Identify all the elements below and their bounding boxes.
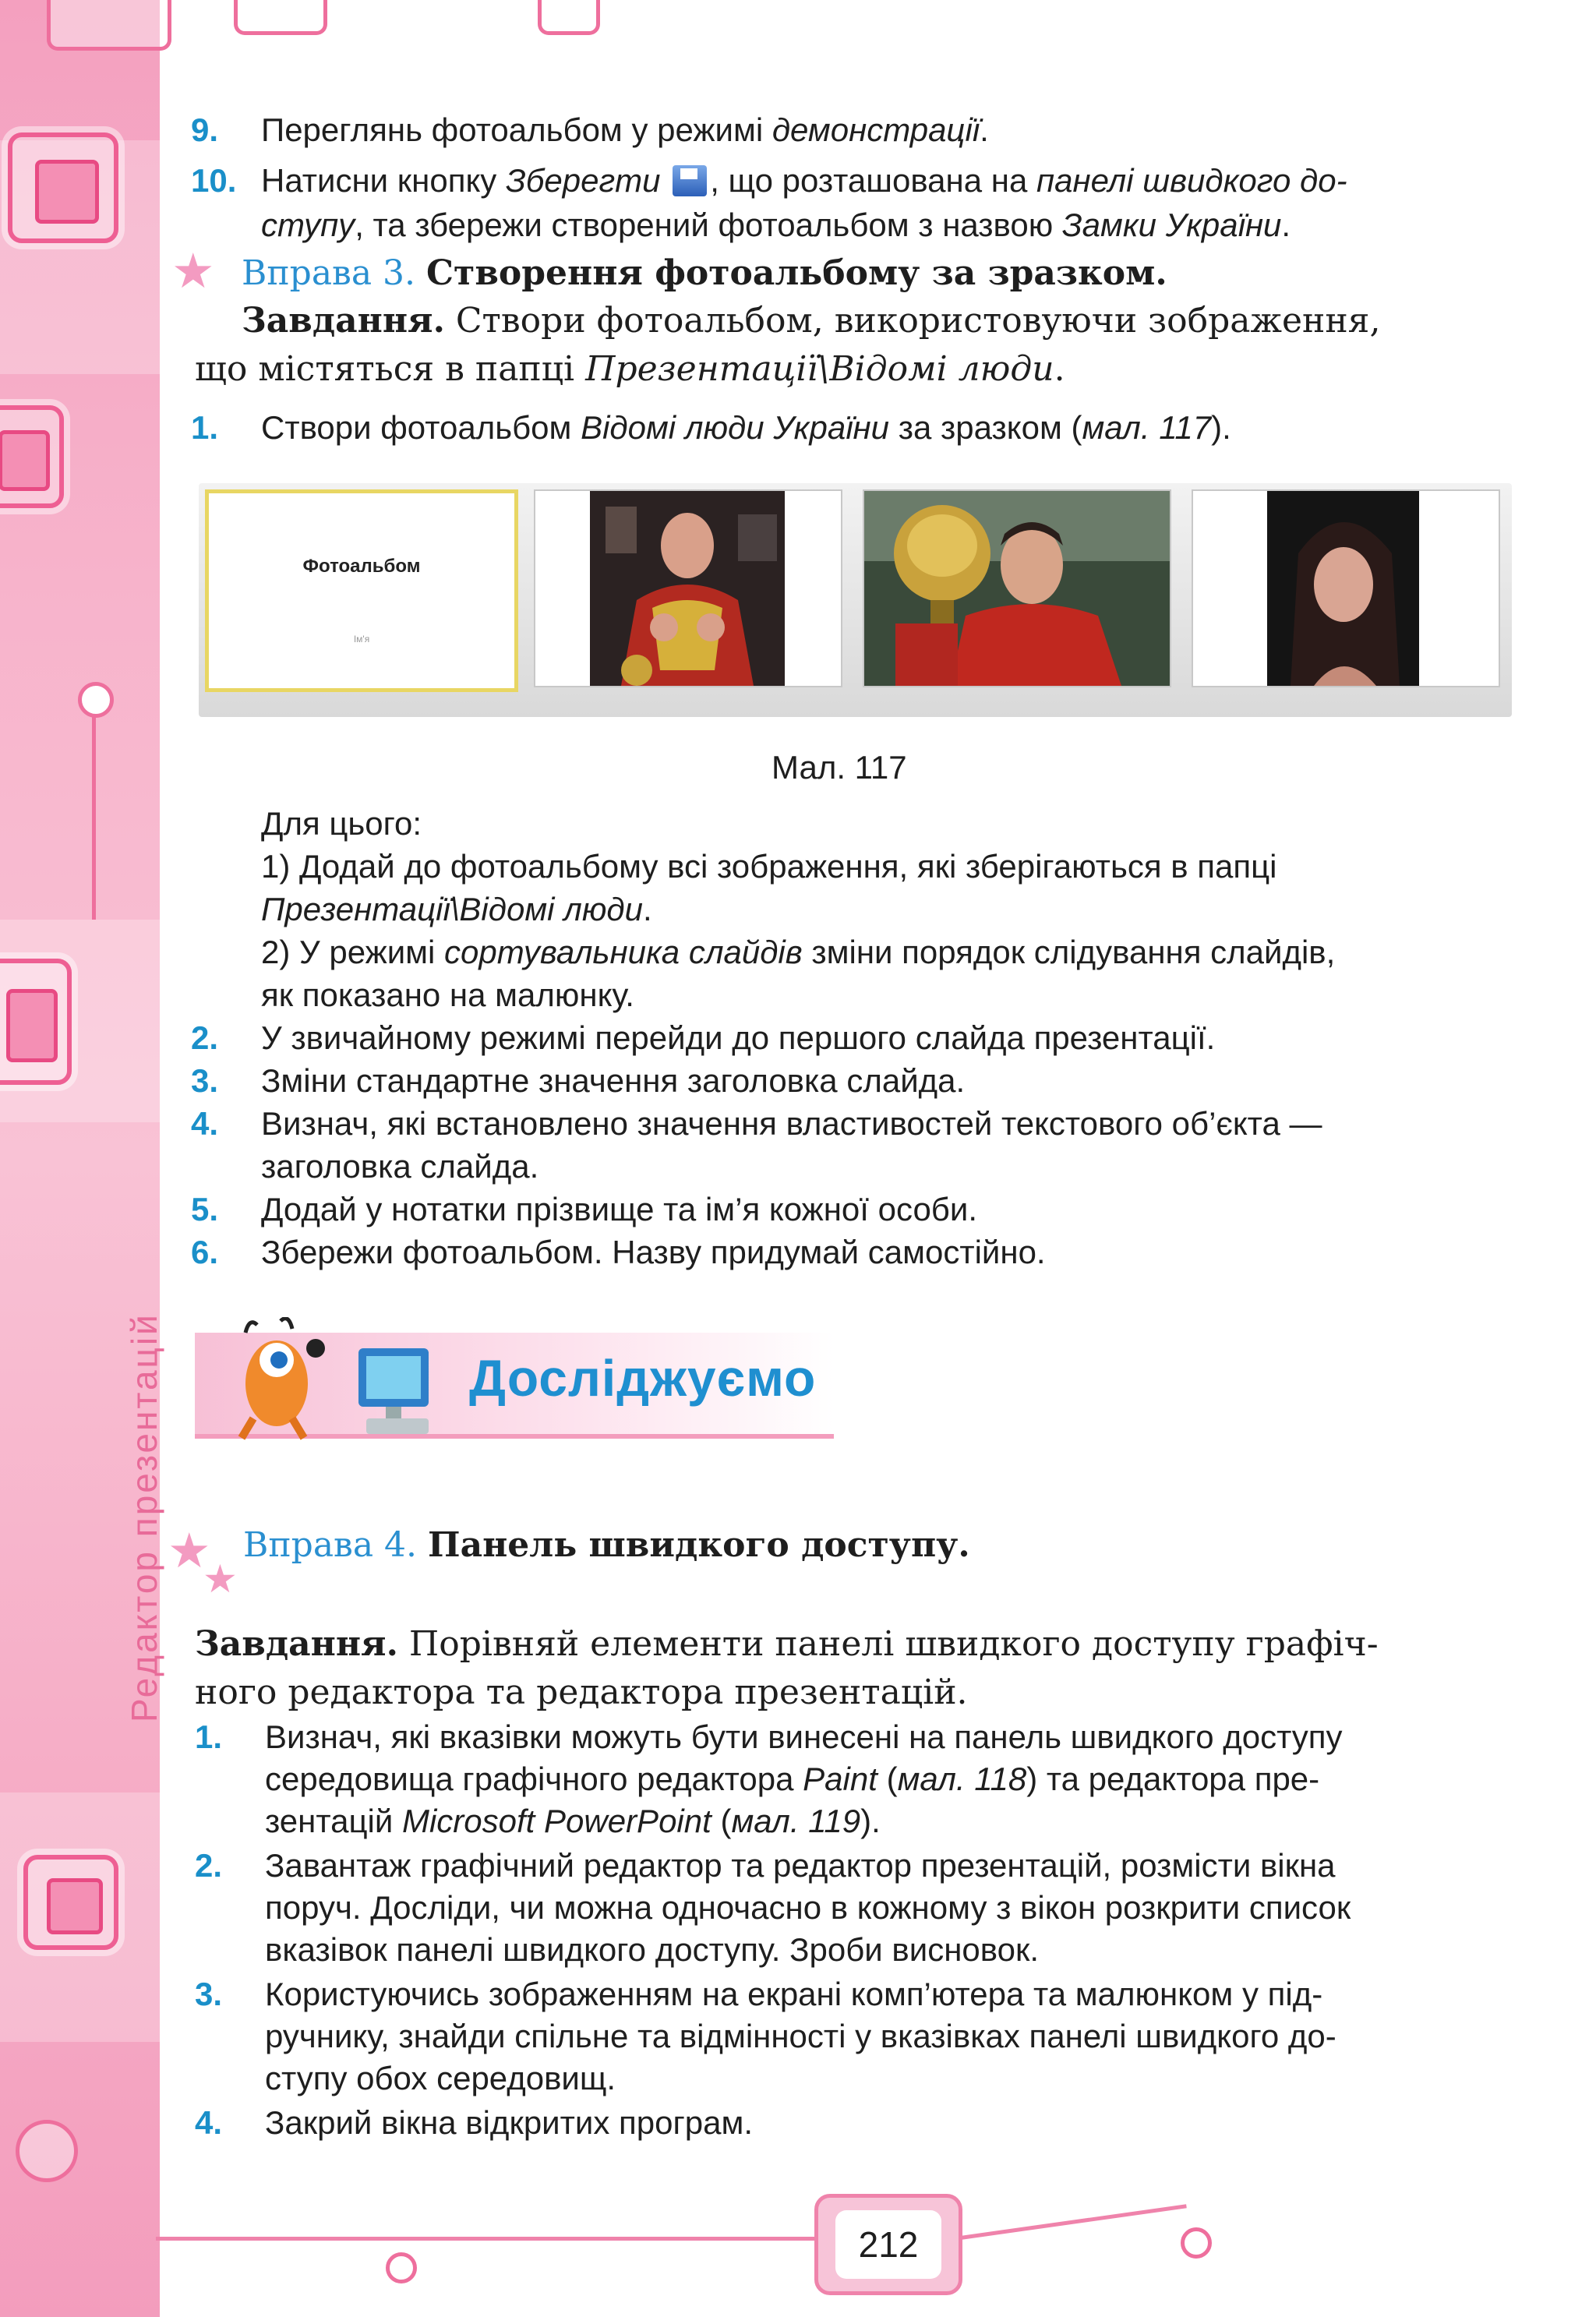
decorative-circle xyxy=(386,2252,417,2283)
decorative-line xyxy=(92,701,96,920)
list-number: 5. xyxy=(191,1191,219,1227)
task-line xyxy=(195,1621,1379,1668)
list-item-line: Закрий вікна відкритих програм. xyxy=(265,2104,754,2141)
task-text: Створи фотоальбом, використовуючи зображення, xyxy=(455,301,1381,341)
decorative-circle xyxy=(1181,2227,1212,2259)
slide-thumbnail-photo xyxy=(1192,489,1500,687)
list-item: заголовка слайда. xyxy=(261,1148,539,1185)
list-item: Додай у нотатки прізвище та ім’я кожної особи. xyxy=(261,1191,977,1227)
list-item-line: зентацій Microsoft PowerPoint (мал. 119). xyxy=(265,1803,881,1839)
top-decoration xyxy=(538,0,600,35)
list-number: 3. xyxy=(191,1062,219,1099)
task-line: ного редактора та редактора презентацій. xyxy=(195,1672,968,1712)
list-item: У звичайному режимі перейди до першого слайда презентації. xyxy=(261,1019,1216,1056)
decorative-square xyxy=(23,1855,118,1950)
list-number: 3. xyxy=(195,1976,223,2012)
list-item-line: ступу, та збережи створений фотоальбом з назвою Замки України. xyxy=(261,207,1291,243)
sub-step-line: 1) Додай до фотоальбому всі зображення, які зберігаються в папці xyxy=(261,848,1277,885)
list-item-line: вказівок панелі швидкого доступу. Зроби висновок. xyxy=(265,1931,1039,1968)
list-item-line: Визнач, які вказівки можуть бути винесені на панель швидкого доступу xyxy=(265,1718,1343,1755)
exercise-heading xyxy=(243,1523,970,1568)
list-item: Збережи фотоальбом. Назву придумай самостійно. xyxy=(261,1234,1046,1270)
page-number-badge xyxy=(814,2194,962,2295)
list-number: 10. xyxy=(191,162,237,199)
list-item: Переглянь фотоальбом у режимі демонстрації. xyxy=(261,111,989,148)
list-item: Зміни стандартне значення заголовка слайда. xyxy=(261,1062,966,1099)
task-line: що містяться в папці Презентації\Відомі люди. xyxy=(195,349,1065,389)
section-side-label: Редактор презентацій xyxy=(124,1312,164,1722)
decorative-margin xyxy=(0,0,160,2317)
exercise-heading xyxy=(242,251,1167,296)
figure-caption: Мал. 117 xyxy=(772,749,907,786)
sub-step-line: Презентації\Відомі люди. xyxy=(261,891,652,927)
footer-line xyxy=(156,2237,814,2241)
task-text: Порівняй елементи панелі швидкого доступу графіч- xyxy=(408,1624,1379,1664)
list-number: 4. xyxy=(191,1105,219,1142)
slide-subtitle: Ім'я xyxy=(353,634,370,645)
star-icon: ★ xyxy=(168,1524,211,1578)
decorative-circle xyxy=(78,682,114,718)
top-decoration xyxy=(47,0,171,51)
decorative-square xyxy=(0,405,64,508)
decorative-circle xyxy=(16,2120,78,2182)
decorative-square xyxy=(0,959,72,1085)
list-number: 6. xyxy=(191,1234,219,1270)
list-number: 2. xyxy=(191,1019,219,1056)
star-icon: ★ xyxy=(203,1557,238,1601)
computer-icon xyxy=(351,1340,444,1442)
list-item: Визнач, які встановлено значення властивостей текстового об’єкта — xyxy=(261,1105,1322,1142)
page-number: 212 xyxy=(835,2210,941,2279)
list-item-line: ручнику, знайди спільне та відмінності у вказівках панелі швидкого до- xyxy=(265,2018,1336,2054)
list-number: 9. xyxy=(191,111,219,148)
slide-thumbnail-title xyxy=(205,489,518,692)
list-item-line: ступу обох середовищ. xyxy=(265,2060,616,2096)
subsection-intro: Для цього: xyxy=(261,805,422,842)
section-banner xyxy=(195,1317,842,1450)
slide-sorter-figure xyxy=(199,483,1512,717)
sub-step-line: 2) У режимі сортувальника слайдів зміни порядок слідування слайдів, xyxy=(261,934,1336,970)
slide-title: Фотоальбом xyxy=(302,556,421,577)
top-decoration xyxy=(234,0,327,35)
slide-thumbnail-photo xyxy=(863,489,1171,687)
list-item: Створи фотоальбом Відомі люди України за зразком (мал. 117). xyxy=(261,409,1231,446)
footballer-photo xyxy=(864,491,1170,686)
boxer-photo xyxy=(590,491,785,686)
list-item-line: Завантаж графічний редактор та редактор презентацій, розмісти вікна xyxy=(265,1847,1336,1884)
mascot-icon xyxy=(226,1317,343,1442)
sub-step-line: як показано на малюнку. xyxy=(261,977,634,1013)
list-item-line: середовища графічного редактора Paint (мал. 118) та редактора пре- xyxy=(265,1761,1320,1797)
list-number: 1. xyxy=(195,1718,223,1755)
exercise-label: Вправа 3. xyxy=(242,253,416,293)
save-icon xyxy=(673,165,707,196)
exercise-title: Створення фотоальбому за зразком. xyxy=(426,253,1167,293)
list-number: 2. xyxy=(195,1847,223,1884)
task-label: Завдання. xyxy=(195,1624,398,1664)
star-icon: ★ xyxy=(171,245,215,298)
exercise-label: Вправа 4. xyxy=(243,1525,418,1565)
list-item-line: поруч. Досліди, чи можна одночасно в кожному з вікон розкрити список xyxy=(265,1889,1351,1926)
footer-line xyxy=(955,2204,1187,2241)
singer-photo xyxy=(1267,491,1419,686)
list-number: 1. xyxy=(191,409,219,446)
banner-title: Досліджуємо xyxy=(469,1349,817,1407)
list-item-line: Користуючись зображенням на екрані комп’ютера та малюнком у під- xyxy=(265,1976,1323,2012)
list-item-line: Натисни кнопку Зберегти , що розташована на панелі швидкого до- xyxy=(261,162,1347,199)
slide-thumbnail-photo xyxy=(534,489,842,687)
list-number: 4. xyxy=(195,2104,223,2141)
exercise-title: Панель швидкого доступу. xyxy=(428,1525,970,1565)
task-line xyxy=(242,298,1380,344)
task-label: Завдання. xyxy=(242,301,445,341)
decorative-square xyxy=(8,132,118,243)
